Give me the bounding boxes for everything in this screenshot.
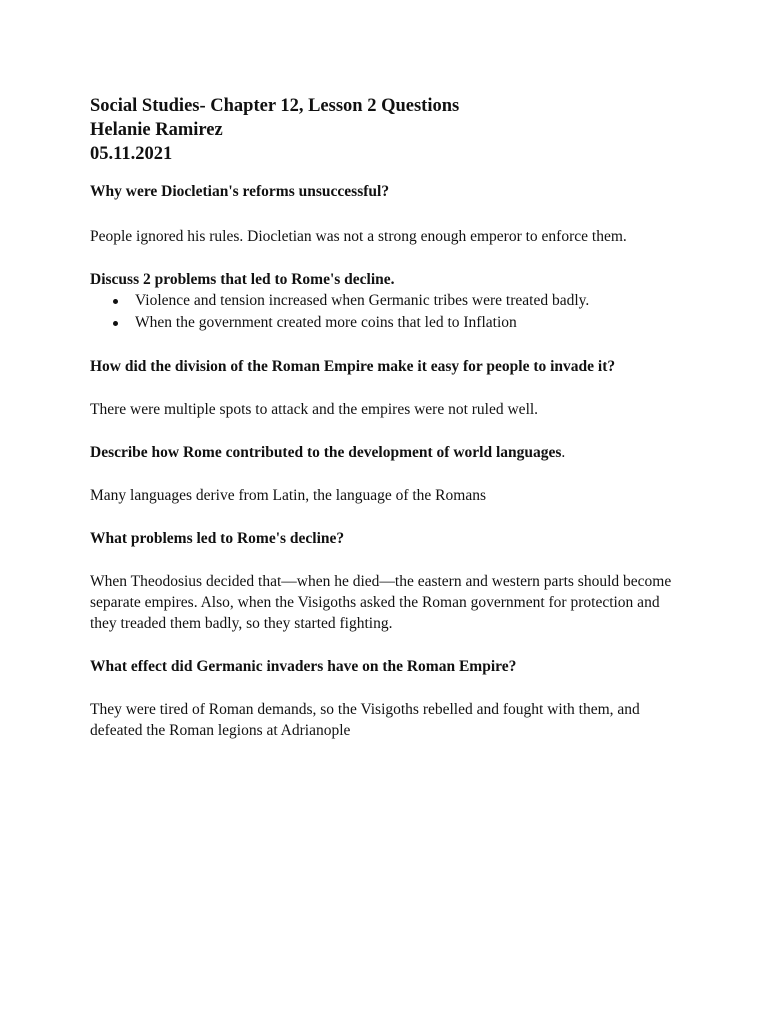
question-4-suffix: . <box>561 444 566 461</box>
document-date: 05.11.2021 <box>90 144 173 164</box>
document-title: Social Studies- Chapter 12, Lesson 2 Questions <box>90 96 460 116</box>
question-6: What effect did Germanic invaders have on the Roman Empire? <box>90 658 517 675</box>
answer-6: They were tired of Roman demands, so the Visigoths rebelled and fought with them, and defeated the Roman legions at Adrianople <box>90 701 640 739</box>
question-4-text: Describe how Rome contributed to the development of world languages <box>90 444 562 461</box>
answer-1: People ignored his rules. Diocletian was not a strong enough emperor to enforce them. <box>90 228 627 245</box>
author-name: Helanie Ramirez <box>90 120 223 140</box>
question-2: Discuss 2 problems that led to Rome's decline. <box>90 271 395 288</box>
list-item-text: When the government created more coins that led to Inflation <box>135 314 517 331</box>
question-3: How did the division of the Roman Empire make it easy for people to invade it? <box>90 358 616 375</box>
question-4 <box>90 442 680 463</box>
answer-2-list <box>90 290 680 334</box>
list-item <box>90 290 680 312</box>
document-page <box>90 94 680 741</box>
bullet-icon <box>113 321 118 326</box>
question-5: What problems led to Rome's decline? <box>90 530 345 547</box>
question-1: Why were Diocletian's reforms unsuccessful? <box>90 183 390 200</box>
answer-4: Many languages derive from Latin, the language of the Romans <box>90 487 486 504</box>
answer-5: When Theodosius decided that—when he died—the eastern and western parts should become separate empires. Also, when the Visigoths asked the Roman government for protection and they treaded them badly, so they started fighting. <box>90 573 672 632</box>
bullet-icon <box>113 299 118 304</box>
list-item-text: Violence and tension increased when Germanic tribes were treated badly. <box>135 292 590 309</box>
answer-3: There were multiple spots to attack and the empires were not ruled well. <box>90 401 539 418</box>
list-item <box>90 312 680 334</box>
